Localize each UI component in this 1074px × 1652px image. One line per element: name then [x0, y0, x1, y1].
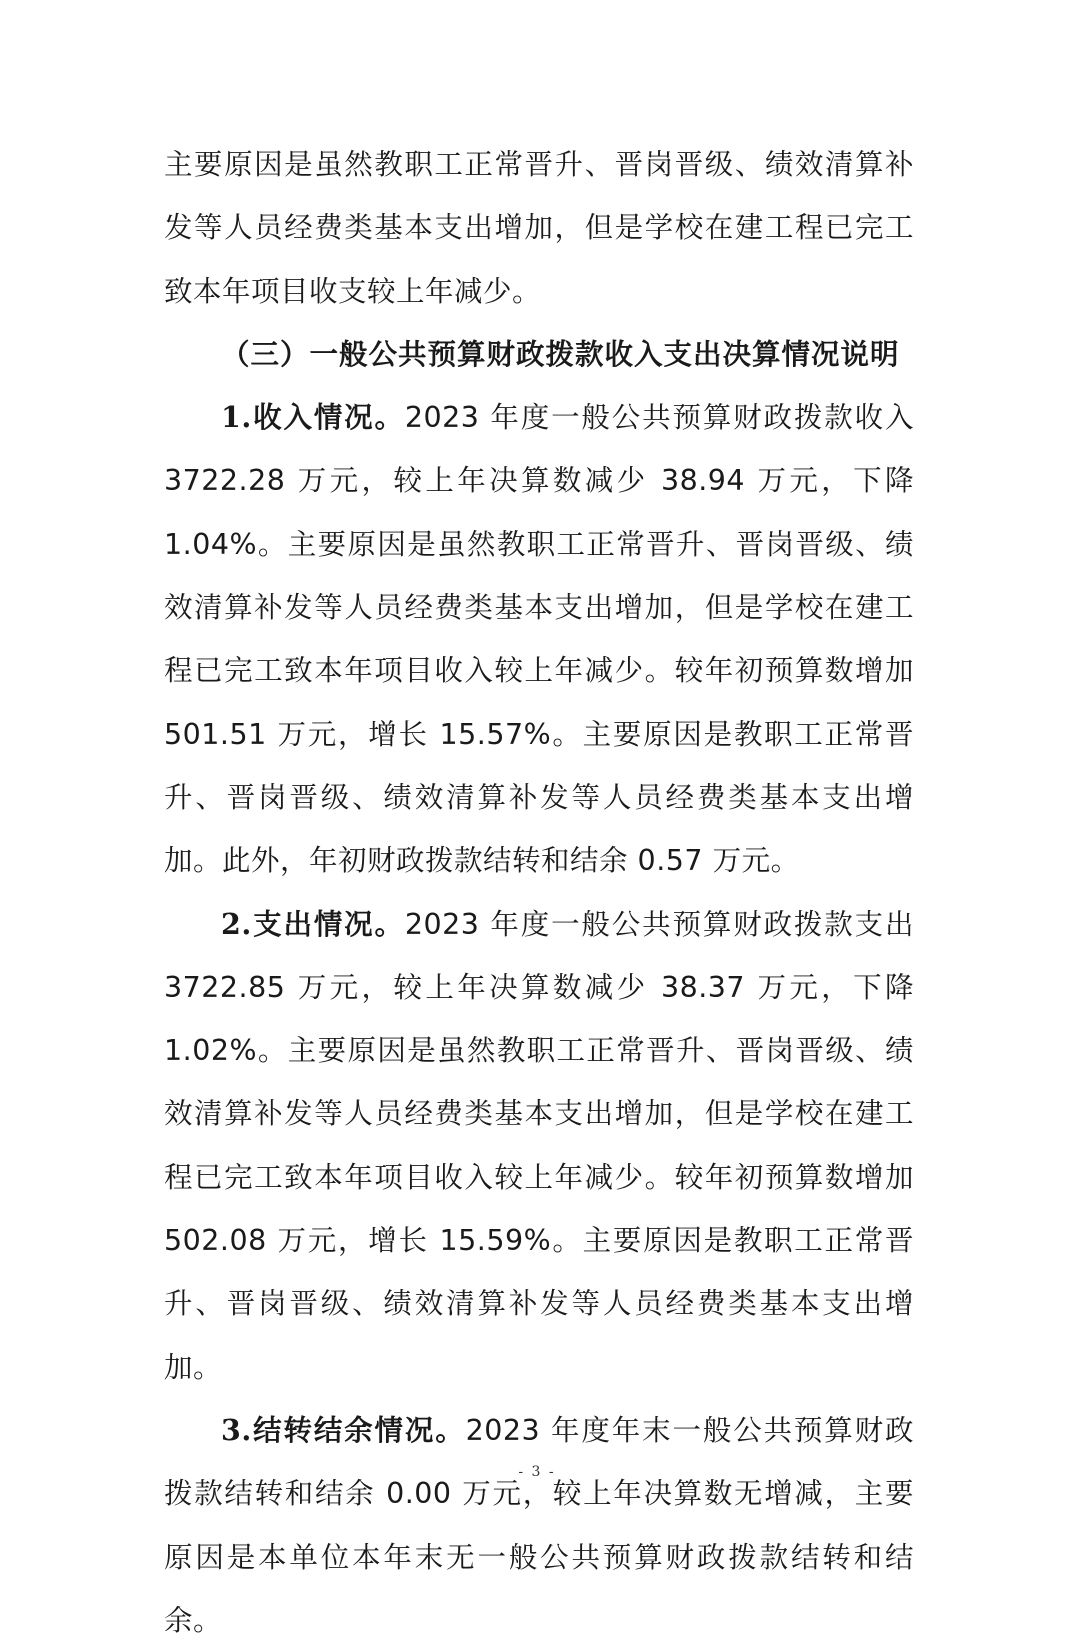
paragraph-carryover-body: 2023 年度年末一般公共预算财政拨款结转和结余 0.00 万元，较上年决算数无增减，主要原因是本单位本年末无一般公共预算财政拨款结转和结余。	[164, 1413, 914, 1637]
paragraph-expenditure-lead: 2.支出情况。	[221, 906, 405, 941]
paragraph-expenditure-body: 2023 年度一般公共预算财政拨款支出 3722.85 万元，较上年决算数减少 38.37 万元，下降 1.02%。主要原因是虽然教职工正常晋升、晋岗晋级、绩效清算补发等人员经费类基本支出增加，但是学校在建工程已完工致本年项目收入较上年减少。较年初预算数增加 502.08 万元，增长 15.59%。主要原因是教职工正常晋升、晋岗晋级、绩效清算补发等人员经费类基本支出增加。	[164, 907, 914, 1384]
paragraph-income	[164, 386, 914, 892]
paragraph-income-lead: 1.收入情况。	[221, 400, 405, 435]
document-body	[164, 133, 914, 1652]
page-number: - 3 -	[518, 1464, 556, 1480]
paragraph-carryover	[164, 1399, 914, 1652]
paragraph-carryover-lead: 3.结转结余情况。	[221, 1412, 466, 1447]
paragraph-income-body: 2023 年度一般公共预算财政拨款收入 3722.28 万元，较上年决算数减少 38.94 万元，下降 1.04%。主要原因是虽然教职工正常晋升、晋岗晋级、绩效清算补发等人员经费类基本支出增加，但是学校在建工程已完工致本年项目收入较上年减少。较年初预算数增加 501.51 万元，增长 15.57%。主要原因是教职工正常晋升、晋岗晋级、绩效清算补发等人员经费类基本支出增加。此外，年初财政拨款结转和结余 0.57 万元。	[164, 401, 914, 878]
paragraph-continuation: 主要原因是虽然教职工正常晋升、晋岗晋级、绩效清算补发等人员经费类基本支出增加，但是学校在建工程已完工致本年项目收支较上年减少。	[164, 148, 914, 308]
paragraph-expenditure	[164, 893, 914, 1399]
section-heading: （三）一般公共预算财政拨款收入支出决算情况说明	[221, 336, 900, 371]
